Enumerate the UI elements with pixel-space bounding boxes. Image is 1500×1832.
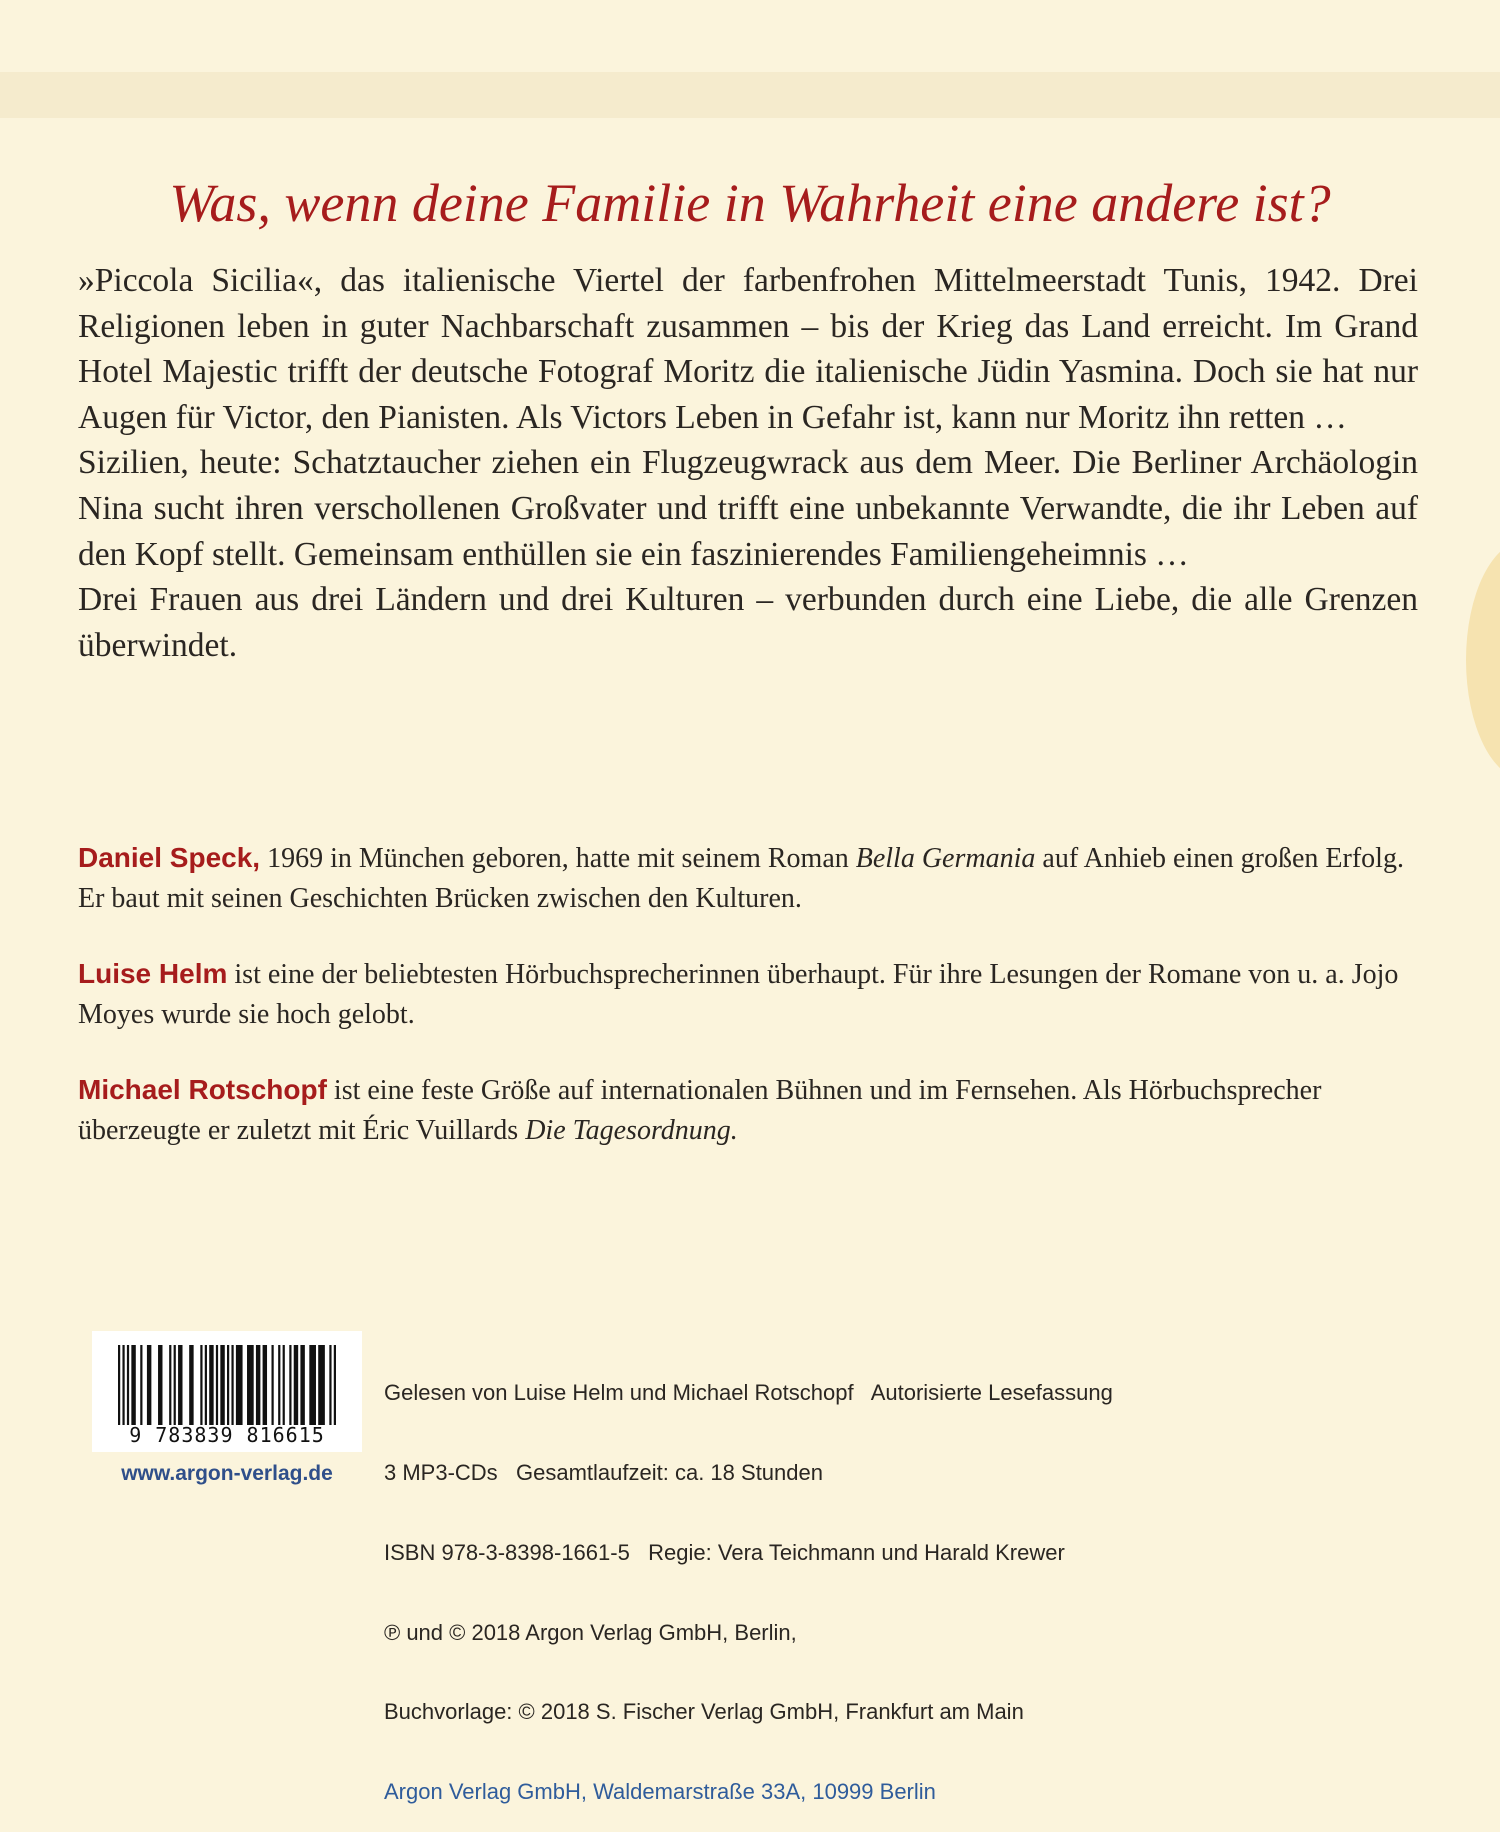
barcode: [92, 1331, 362, 1452]
narrator-bio-text-helm: ist eine der beliebtesten Hörbuchsprecherinnen überhaupt. Für ihre Lesungen der Romane von u. a. Jojo Moyes wurde sie hoch gelobt.: [78, 959, 1399, 1030]
narrator-bio-text-rotschopf: ist eine feste Größe auf internationalen Bühnen und im Fernsehen. Als Hörbuchsprecher überzeugte er zuletzt mit Éric Vuillards: [78, 1075, 1322, 1146]
barcode-bar: [147, 1345, 151, 1425]
barcode-bar: [178, 1345, 182, 1425]
barcode-bar: [209, 1345, 213, 1425]
blurb-paragraph-2: Sizilien, heute: Schatztaucher ziehen ein Flugzeugwrack aus dem Meer. Die Berliner Archäologin Nina sucht ihren verschollenen Großvater und trifft eine unbekannte Verwandte, die ihr Leben auf den Kopf stellt. Gemeinsam enthüllen sie ein faszinierendes Familiengeheimnis …: [78, 444, 1418, 573]
tagline: Was, wenn deine Familie in Wahrheit eine andere ist?: [169, 173, 1331, 233]
barcode-bar: [127, 1345, 129, 1425]
barcode-digits: 9 783839 816615: [129, 1423, 325, 1447]
credits-line-narrators: Gelesen von Luise Helm und Michael Rotschopf Autorisierte Lesefassung: [384, 1380, 1113, 1406]
barcode-bar: [334, 1345, 336, 1425]
decorative-right-arc: [1466, 540, 1500, 780]
blurb: [78, 258, 1418, 668]
narrator-rotschopf-book-title: Die Tagesordnung.: [525, 1115, 738, 1146]
barcode-bar: [189, 1345, 193, 1425]
narrator-bio-helm: [78, 954, 1418, 1035]
blurb-paragraph-3: Drei Frauen aus drei Ländern und drei Kulturen – verbunden durch eine Liebe, die alle Grenzen überwindet.: [78, 581, 1418, 664]
barcode-bar: [118, 1345, 120, 1425]
barcode-bar: [131, 1345, 135, 1425]
barcode-bar: [247, 1345, 254, 1425]
barcode-bar: [329, 1345, 331, 1425]
author-book-title: Bella Germania: [855, 843, 1036, 874]
author-bio-text-1: 1969 in München geboren, hatte mit seinem Roman: [260, 843, 856, 874]
barcode-bar: [158, 1345, 162, 1425]
publisher-website-link[interactable]: www.argon-verlag.de: [121, 1462, 333, 1485]
barcode-bar: [318, 1345, 325, 1425]
barcode-bar: [140, 1345, 142, 1425]
credits-line-format: 3 MP3-CDs Gesamtlaufzeit: ca. 18 Stunden: [384, 1459, 823, 1485]
author-name: Daniel Speck,: [78, 842, 261, 873]
barcode-bars: [118, 1345, 336, 1425]
credits-line-address: Argon Verlag GmbH, Waldemarstraße 33A, 10999 Berlin: [384, 1779, 936, 1805]
barcode-bar: [263, 1345, 267, 1425]
barcode-bar: [205, 1345, 207, 1425]
barcode-bar: [227, 1345, 229, 1425]
barcode-bar: [283, 1345, 285, 1425]
production-credits: [384, 1327, 1113, 1832]
credits-line-isbn: ISBN 978-3-8398-1661-5 Regie: Vera Teichmann und Harald Krewer: [384, 1539, 1065, 1565]
barcode-bar: [236, 1345, 243, 1425]
barcode-bar: [216, 1345, 218, 1425]
barcode-bar: [220, 1345, 224, 1425]
credits-line-source: Buchvorlage: © 2018 S. Fischer Verlag GmbH, Frankfurt am Main: [384, 1699, 1024, 1725]
barcode-bar: [231, 1345, 233, 1425]
barcode-bar: [169, 1345, 171, 1425]
barcode-bar: [271, 1345, 273, 1425]
barcode-bar: [289, 1345, 291, 1425]
narrator-bio-rotschopf: [78, 1070, 1418, 1151]
narrator-name-rotschopf: Michael Rotschopf: [78, 1074, 327, 1105]
decorative-top-band: [0, 72, 1500, 118]
blurb-paragraph-1: »Piccola Sicilia«, das italienische Viertel der farbenfrohen Mittelmeerstadt Tunis, 1942. Drei Religionen leben in guter Nachbarschaft zusammen – bis der Krieg das Land erreicht. Im Grand Hotel Majestic trifft der deutsche Fotograf Moritz die italienische Jüdin Yasmina. Doch sie hat nur Augen für Victor, den Pianisten. Als Victors Leben in Gefahr ist, kann nur Moritz ihn retten …: [78, 262, 1418, 436]
barcode-bar: [309, 1345, 316, 1425]
barcode-bar: [122, 1345, 124, 1425]
author-bio: [78, 838, 1418, 919]
barcode-bar: [256, 1345, 260, 1425]
barcode-bar: [294, 1345, 298, 1425]
barcode-bar: [200, 1345, 202, 1425]
author-bio-text-2: auf Anhieb einen großen Erfolg. Er baut mit seinen Geschichten Brücken zwischen den Kulturen.: [78, 843, 1404, 914]
credits-line-copyright: ℗ und © 2018 Argon Verlag GmbH, Berlin,: [384, 1619, 797, 1645]
narrator-name-helm: Luise Helm: [78, 958, 228, 989]
barcode-bar: [300, 1345, 304, 1425]
barcode-bar: [174, 1345, 176, 1425]
barcode-bar: [278, 1345, 280, 1425]
